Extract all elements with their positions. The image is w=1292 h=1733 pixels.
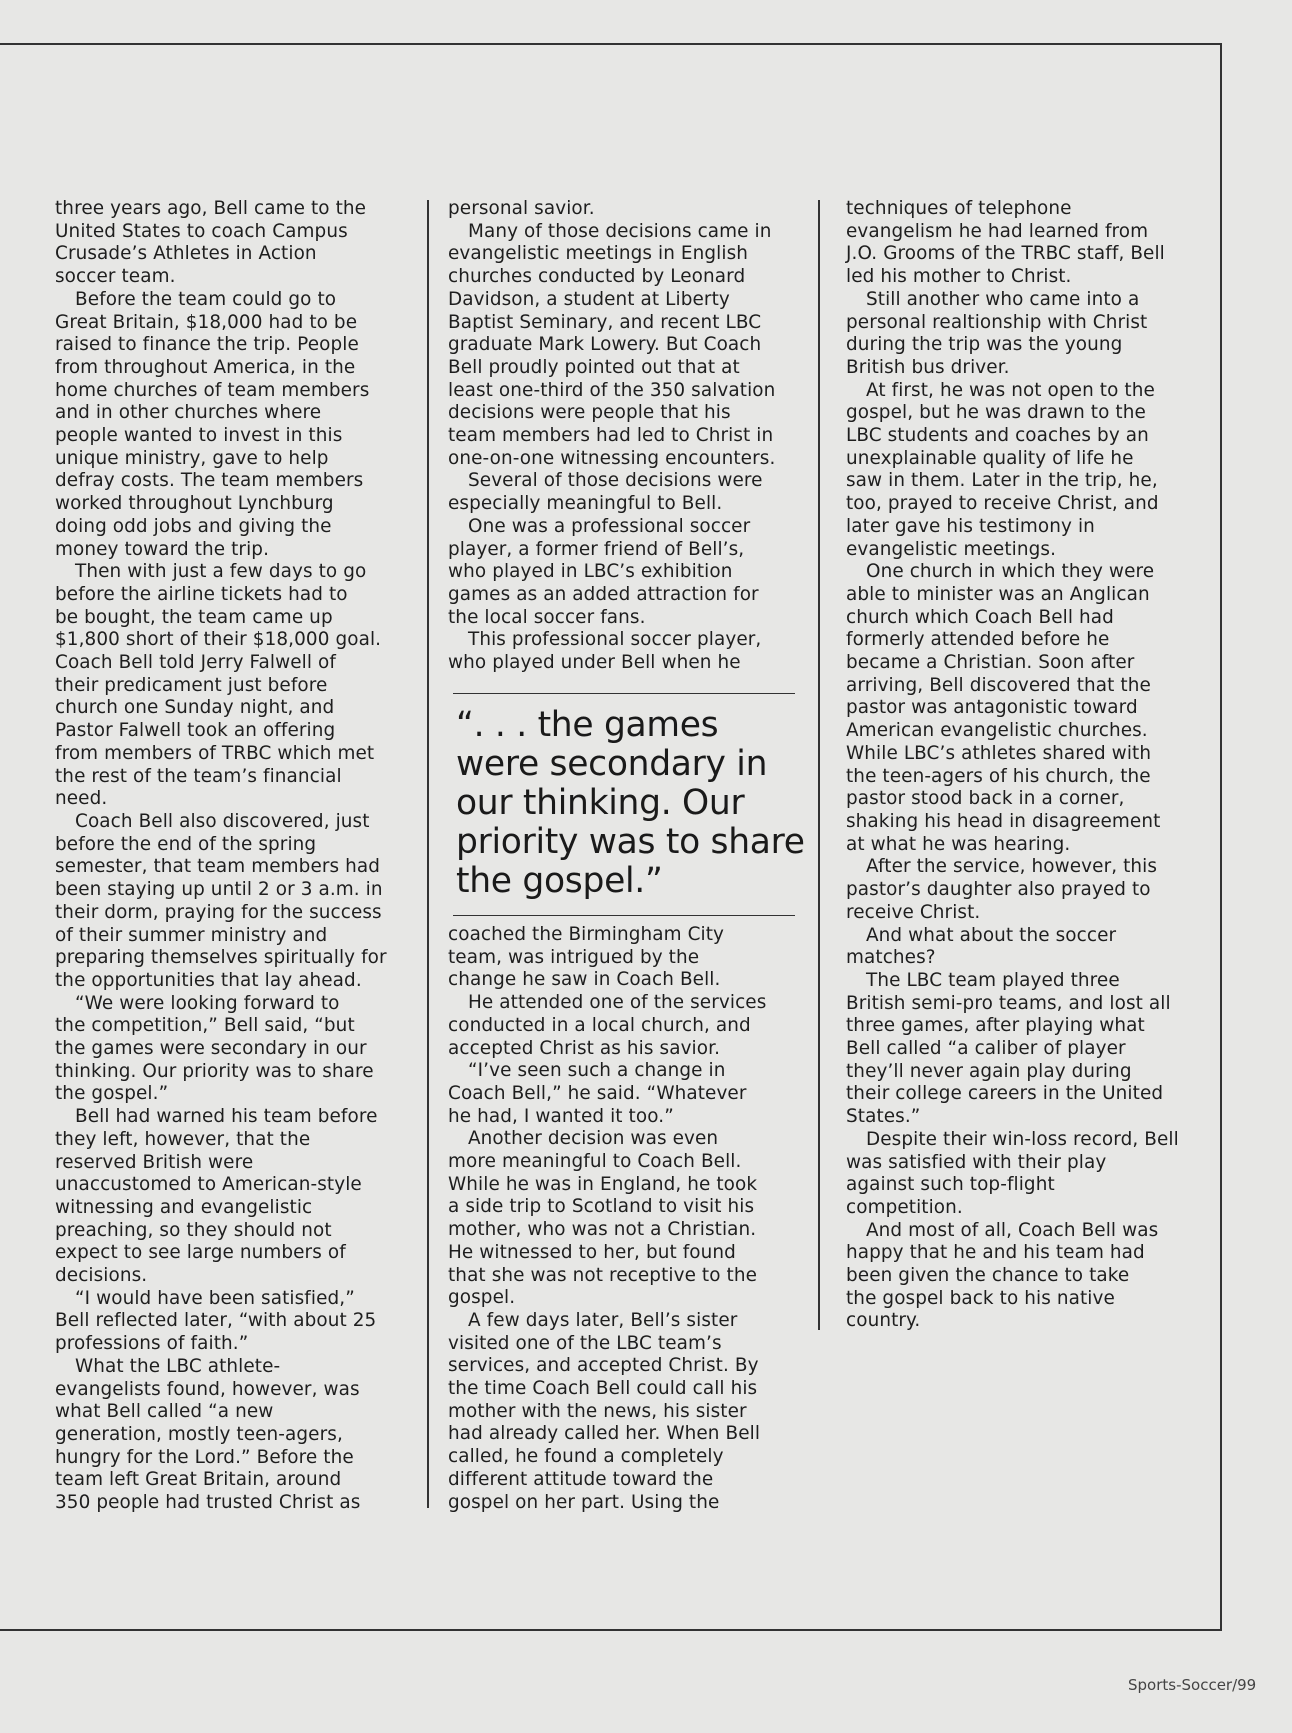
text-line: team, was intrigued by the	[448, 946, 700, 968]
text-line: gospel on her part. Using the	[448, 1491, 720, 1513]
text-line: unexplainable quality of life he	[846, 447, 1134, 469]
text-line: witnessing and evangelistic	[55, 1196, 313, 1218]
article-column-1	[55, 198, 405, 1515]
pullquote-line: were secondary in	[456, 744, 768, 784]
text-line: services, and accepted Christ. By	[448, 1355, 759, 1377]
text-line: The LBC team played three	[866, 969, 1120, 991]
text-line: least one-third of the 350 salvation	[448, 379, 776, 401]
text-line: three games, after playing what	[846, 1015, 1145, 1037]
text-line: been given the chance to take	[846, 1265, 1130, 1287]
text-line: arriving, Bell discovered that the	[846, 674, 1151, 696]
text-line: Pastor Falwell took an offering	[55, 720, 336, 742]
text-line: preaching, so they should not	[55, 1219, 332, 1241]
text-line: Baptist Seminary, and recent LBC	[448, 311, 762, 333]
text-line: “We were looking forward to	[75, 992, 340, 1014]
text-line: Bell called “a caliber of player	[846, 1038, 1126, 1060]
text-line: Coach Bell also discovered, just	[75, 810, 370, 832]
text-line: And most of all, Coach Bell was	[866, 1219, 1159, 1241]
text-line: soccer team.	[55, 266, 176, 288]
text-line: especially meaningful to Bell.	[448, 493, 723, 515]
text-line: doing odd jobs and giving the	[55, 515, 332, 537]
text-line: saw in them. Later in the trip, he,	[846, 470, 1158, 492]
text-line: happy that he and his team had	[846, 1242, 1145, 1264]
text-line: Many of those decisions came in	[468, 220, 772, 242]
text-line: need.	[55, 788, 108, 810]
text-line: Coach Bell told Jerry Falwell of	[55, 652, 336, 674]
frame-right-rule	[1220, 43, 1222, 1630]
text-line: Great Britain, $18,000 had to be	[55, 311, 358, 333]
text-line: home churches of team members	[55, 379, 370, 401]
text-line: the gospel back to his native	[846, 1287, 1115, 1309]
text-line: unique ministry, gave to help	[55, 447, 329, 469]
text-line: He witnessed to her, but found	[448, 1241, 736, 1263]
text-line: against such top-flight	[846, 1174, 1055, 1196]
text-line: British semi-pro teams, and lost all	[846, 992, 1171, 1014]
text-line: change he saw in Coach Bell.	[448, 969, 721, 991]
text-line: reserved British were	[55, 1151, 254, 1173]
text-line: “I would have been satisfied,”	[75, 1287, 355, 1309]
text-line: been staying up until 2 or 3 a.m. in	[55, 879, 383, 901]
text-line: While he was in England, he took	[448, 1173, 758, 1195]
text-line: Several of those decisions were	[468, 470, 763, 492]
article-column-2-bottom	[448, 924, 798, 1514]
text-line: decisions were people that his	[448, 402, 731, 424]
text-line: too, prayed to receive Christ, and	[846, 493, 1159, 515]
text-line: American evangelistic churches.	[846, 720, 1148, 742]
text-line: This professional soccer player,	[468, 629, 762, 651]
text-line: became a Christian. Soon after	[846, 652, 1135, 674]
text-line: personal realtionship with Christ	[846, 311, 1148, 333]
text-line: pastor stood back in a corner,	[846, 788, 1125, 810]
text-line: And what about the soccer	[866, 924, 1117, 946]
pullquote-line: priority was to share	[456, 822, 805, 862]
text-line: graduate Mark Lowery. But Coach	[448, 334, 762, 356]
article-column-2-top	[448, 198, 798, 675]
text-line: at what he was hearing.	[846, 833, 1071, 855]
text-line: $1,800 short of their $18,000 goal.	[55, 629, 382, 651]
text-line: who played in LBC’s exhibition	[448, 561, 733, 583]
text-line: One church in which they were	[866, 561, 1155, 583]
text-line: he had, I wanted it too.”	[448, 1105, 674, 1127]
text-line: from throughout America, in the	[55, 356, 356, 378]
text-line: before the airline tickets had to	[55, 583, 348, 605]
text-line: and in other churches where	[55, 402, 322, 424]
text-line: shaking his head in disagreement	[846, 810, 1161, 832]
text-line: thinking. Our priority was to share	[55, 1060, 374, 1082]
text-line: called, he found a completely	[448, 1446, 724, 1468]
text-line: country.	[846, 1310, 921, 1332]
text-line: the local soccer fans.	[448, 606, 646, 628]
text-line: able to minister was an Anglican	[846, 583, 1150, 605]
pullquote	[456, 706, 806, 901]
text-line: be bought, the team came up	[55, 606, 333, 628]
text-line: was satisfied with their play	[846, 1151, 1107, 1173]
text-line: preparing themselves spiritually for	[55, 947, 387, 969]
frame-top-rule	[0, 43, 1222, 45]
text-line: expect to see large numbers of	[55, 1242, 346, 1264]
text-line: the rest of the team’s financial	[55, 765, 342, 787]
text-line: people wanted to invest in this	[55, 425, 343, 447]
text-line: team members had led to Christ in	[448, 425, 774, 447]
text-line: led his mother to Christ.	[846, 266, 1072, 288]
text-line: Bell had warned his team before	[75, 1106, 378, 1128]
text-line: gospel, but he was drawn to the	[846, 402, 1146, 424]
text-line: techniques of telephone	[846, 198, 1072, 219]
text-line: coached the Birmingham City	[448, 924, 725, 945]
text-line: unaccustomed to American-style	[55, 1174, 362, 1196]
text-line: Davidson, a student at Liberty	[448, 288, 730, 310]
text-line: their predicament just before	[55, 674, 328, 696]
text-line: from members of TRBC which met	[55, 742, 375, 764]
text-line: matches?	[846, 947, 936, 969]
text-line: Bell proudly pointed out that at	[448, 356, 740, 378]
text-line: before the end of the spring	[55, 833, 317, 855]
text-line: they’ll never again play during	[846, 1060, 1132, 1082]
text-line: their dorm, praying for the success	[55, 901, 382, 923]
text-line: States.”	[846, 1106, 921, 1128]
text-line: Another decision was even	[468, 1128, 719, 1150]
text-line: the opportunities that lay ahead.	[55, 969, 362, 991]
text-line: player, a former friend of Bell’s,	[448, 538, 745, 560]
text-line: churches conducted by Leonard	[448, 266, 746, 288]
text-line: decisions.	[55, 1265, 148, 1287]
text-line: that she was not receptive to the	[448, 1264, 758, 1286]
text-line: conducted in a local church, and	[448, 1014, 751, 1036]
pullquote-line: the gospel.”	[456, 861, 663, 901]
text-line: Coach Bell,” he said. “Whatever	[448, 1082, 747, 1104]
text-line: defray costs. The team members	[55, 470, 364, 492]
text-line: they left, however, that the	[55, 1128, 311, 1150]
text-line: semester, that team members had	[55, 856, 381, 878]
pullquote-line: “. . . the games	[456, 705, 719, 745]
text-line: of their summer ministry and	[55, 924, 328, 946]
text-line: Then with just a few days to go	[75, 561, 367, 583]
text-line: generation, mostly teen-agers,	[55, 1423, 343, 1445]
text-line: had already called her. When Bell	[448, 1423, 761, 1445]
text-line: competition.	[846, 1196, 963, 1218]
column-divider-2	[818, 200, 820, 1330]
text-line: evangelists found, however, was	[55, 1378, 360, 1400]
text-line: one-on-one witnessing encounters.	[448, 447, 776, 469]
article-column-3	[846, 198, 1196, 1333]
text-line: “I’ve seen such a change in	[468, 1060, 726, 1082]
text-line: who played under Bell when he	[448, 652, 741, 674]
text-line: the competition,” Bell said, “but	[55, 1015, 355, 1037]
text-line: the time Coach Bell could call his	[448, 1378, 758, 1400]
text-line: the gospel.”	[55, 1083, 169, 1105]
text-line: what Bell called “a new	[55, 1401, 274, 1423]
text-line: Bell reflected later, “with about 25	[55, 1310, 377, 1332]
text-line: gospel.	[448, 1287, 516, 1309]
text-line: Crusade’s Athletes in Action	[55, 243, 317, 265]
text-line: money toward the trip.	[55, 538, 270, 560]
text-line: evangelism he had learned from	[846, 220, 1149, 242]
text-line: professions of faith.”	[55, 1333, 249, 1355]
text-line: later gave his testimony in	[846, 515, 1095, 537]
text-line: a side trip to Scotland to visit his	[448, 1196, 755, 1218]
text-line: visited one of the LBC team’s	[448, 1332, 722, 1354]
text-line: Still another who came into a	[866, 288, 1140, 310]
text-line: pastor’s daughter also prayed to	[846, 879, 1151, 901]
text-line: the games were secondary in our	[55, 1038, 367, 1060]
text-line: Before the team could go to	[75, 288, 337, 310]
text-line: He attended one of the services	[468, 992, 767, 1014]
text-line: during the trip was the young	[846, 334, 1123, 356]
text-line: their college careers in the United	[846, 1083, 1164, 1105]
text-line: mother, who was not a Christian.	[448, 1219, 757, 1241]
text-line: more meaningful to Coach Bell.	[448, 1151, 742, 1173]
pullquote-bottom-rule	[453, 915, 795, 916]
text-line: hungry for the Lord.” Before the	[55, 1446, 354, 1468]
text-line: formerly attended before he	[846, 629, 1110, 651]
text-line: three years ago, Bell came to the	[55, 198, 367, 219]
text-line: accepted Christ as his savior.	[448, 1037, 721, 1059]
text-line: pastor was antagonistic toward	[846, 697, 1138, 719]
text-line: British bus driver.	[846, 356, 1010, 378]
pullquote-top-rule	[453, 693, 795, 694]
text-line: church which Coach Bell had	[846, 606, 1114, 628]
text-line: One was a professional soccer	[468, 515, 751, 537]
text-line: personal savior.	[448, 198, 595, 219]
text-line: church one Sunday night, and	[55, 697, 335, 719]
text-line: J.O. Grooms of the TRBC staff, Bell	[846, 243, 1165, 265]
text-line: While LBC’s athletes shared with	[846, 742, 1152, 764]
text-line: After the service, however, this	[866, 856, 1158, 878]
text-line: 350 people had trusted Christ as	[55, 1492, 361, 1514]
pullquote-line: our thinking. Our	[456, 783, 745, 823]
text-line: evangelistic meetings.	[846, 538, 1057, 560]
text-line: At first, he was not open to the	[866, 379, 1155, 401]
column-divider-1	[427, 200, 429, 1508]
text-line: the teen-agers of his church, the	[846, 765, 1151, 787]
text-line: worked throughout Lynchburg	[55, 493, 334, 515]
text-line: What the LBC athlete-	[75, 1355, 281, 1377]
text-line: A few days later, Bell’s sister	[468, 1309, 738, 1331]
text-line: mother with the news, his sister	[448, 1400, 747, 1422]
frame-bottom-rule	[0, 1629, 1222, 1631]
text-line: different attitude toward the	[448, 1468, 714, 1490]
text-line: games as an added attraction for	[448, 583, 759, 605]
text-line: receive Christ.	[846, 901, 981, 923]
page-footer: Sports-Soccer/99	[1128, 1676, 1257, 1694]
text-line: LBC students and coaches by an	[846, 425, 1149, 447]
text-line: evangelistic meetings in English	[448, 243, 749, 265]
text-line: raised to finance the trip. People	[55, 334, 359, 356]
text-line: United States to coach Campus	[55, 220, 348, 242]
text-line: team left Great Britain, around	[55, 1469, 342, 1491]
text-line: Despite their win-loss record, Bell	[866, 1128, 1179, 1150]
